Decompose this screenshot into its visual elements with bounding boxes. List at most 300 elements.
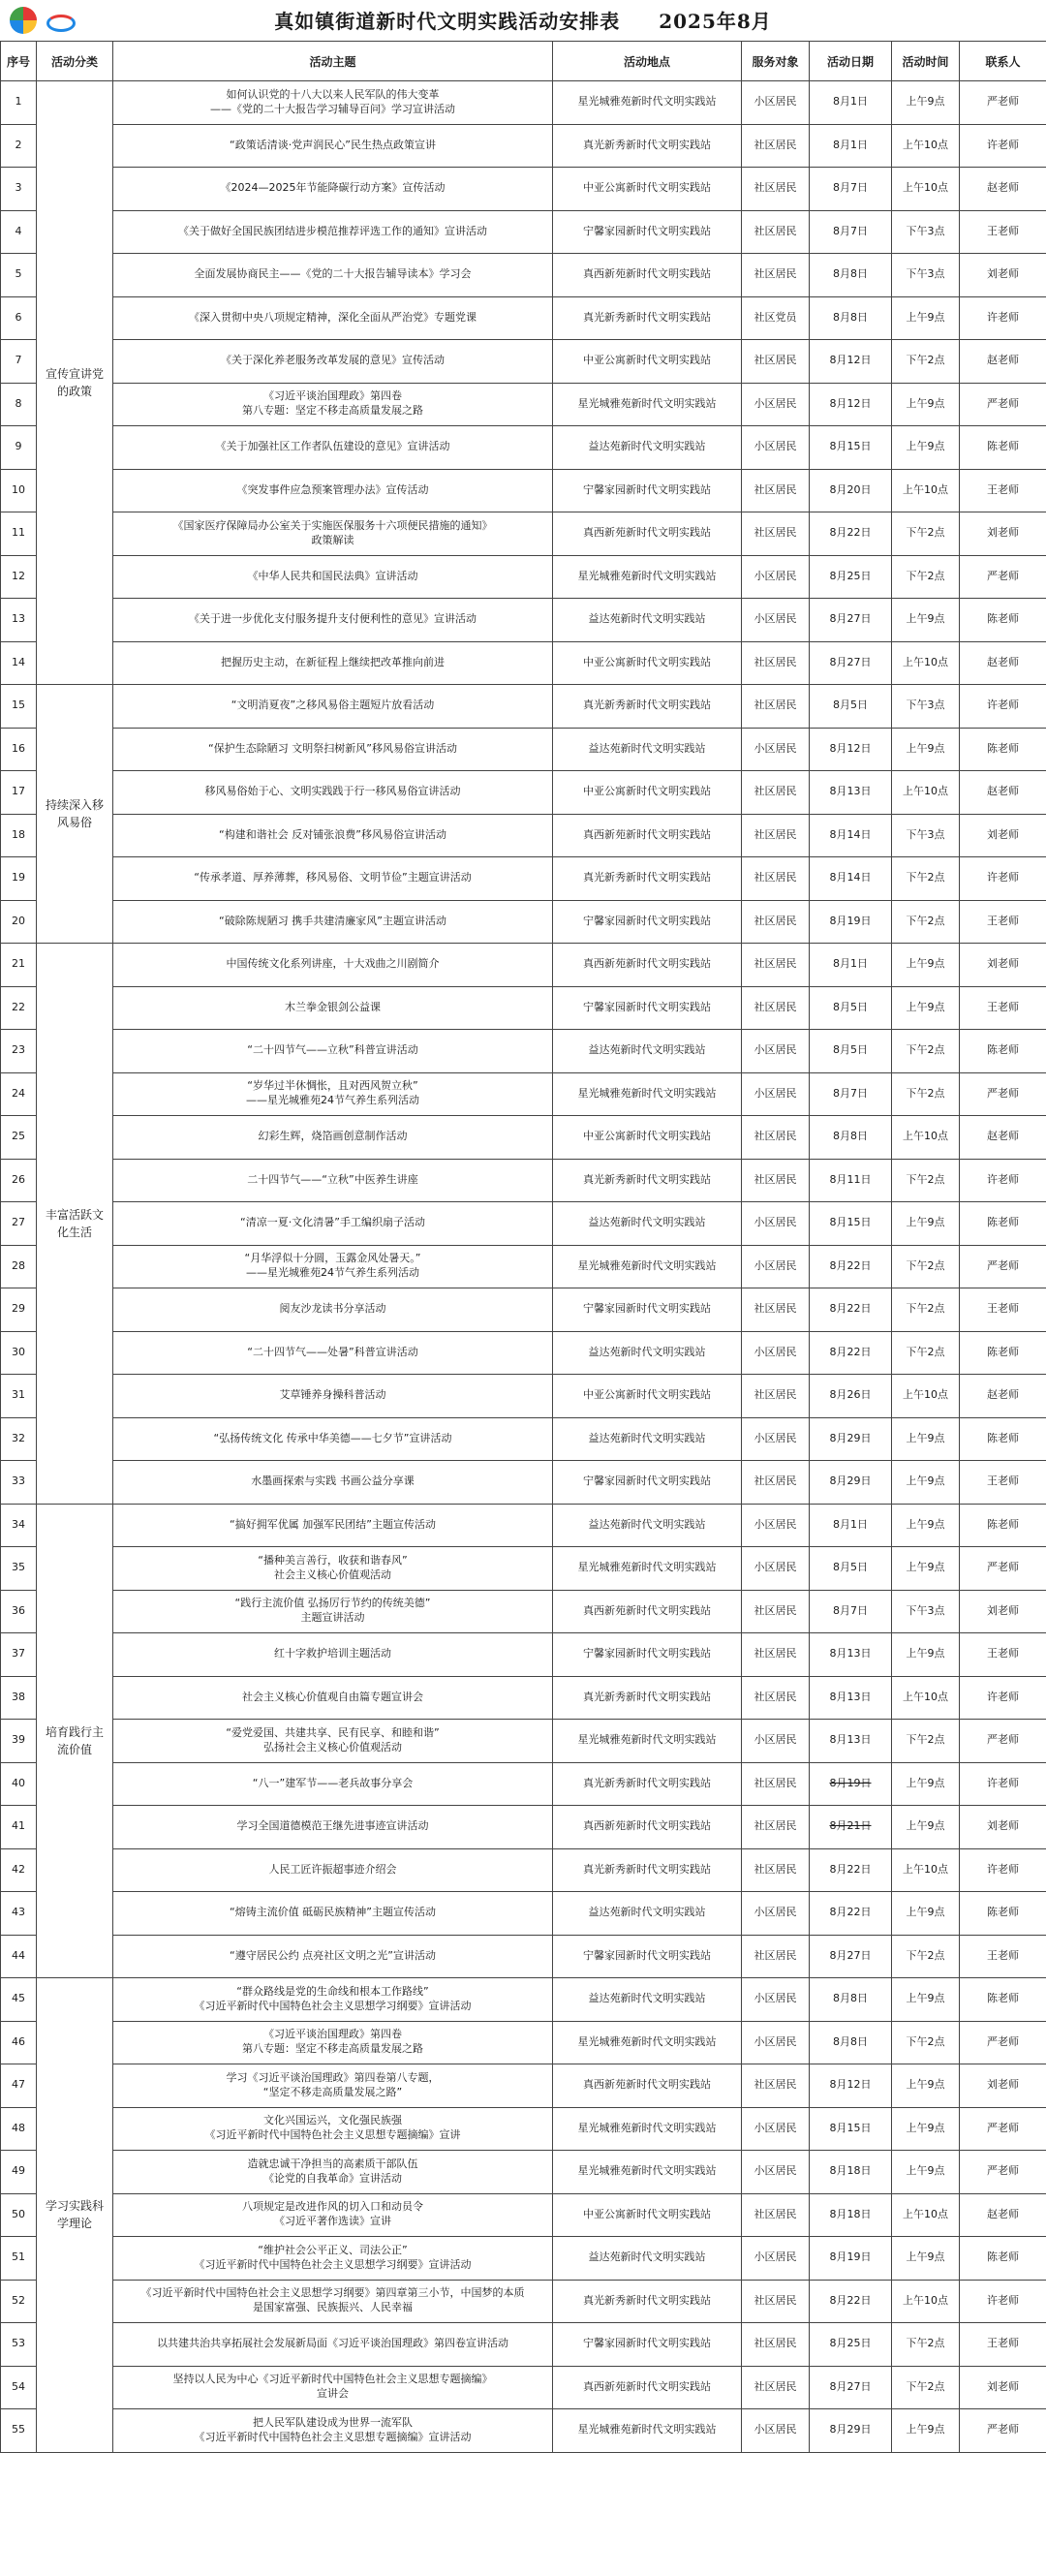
- contact-cell: 严老师: [960, 2151, 1046, 2194]
- row-number: 53: [1, 2323, 37, 2367]
- row-number: 50: [1, 2193, 37, 2237]
- date-cell: 8月25日: [810, 2323, 892, 2367]
- time-cell: 上午10点: [892, 2280, 960, 2323]
- place-cell: 星光城雅苑新时代文明实践站: [553, 1245, 742, 1288]
- category-cell: 持续深入移风易俗: [37, 685, 113, 944]
- target-cell: 社区居民: [742, 340, 810, 384]
- contact-cell: 刘老师: [960, 254, 1046, 297]
- time-cell: 下午2点: [892, 1245, 960, 1288]
- date-cell: 8月15日: [810, 1202, 892, 1246]
- topic-cell: “搞好拥军优属 加强军民团结”主题宣传活动: [113, 1504, 553, 1547]
- place-cell: 宁馨家园新时代文明实践站: [553, 900, 742, 944]
- contact-cell: 陈老师: [960, 1202, 1046, 1246]
- header-no: 序号: [1, 42, 37, 81]
- topic-cell: “维护社会公平正义、司法公正” 《习近平新时代中国特色社会主义思想学习纲要》宣讲活动: [113, 2237, 553, 2281]
- place-cell: 中亚公寓新时代文明实践站: [553, 340, 742, 384]
- date-cell: 8月8日: [810, 1978, 892, 2022]
- row-number: 26: [1, 1159, 37, 1202]
- target-cell: 社区居民: [742, 1676, 810, 1720]
- date-cell: 8月13日: [810, 1720, 892, 1763]
- row-number: 7: [1, 340, 37, 384]
- time-cell: 上午10点: [892, 2193, 960, 2237]
- place-cell: 宁馨家园新时代文明实践站: [553, 986, 742, 1030]
- date-cell: 8月5日: [810, 1547, 892, 1591]
- place-cell: 真光新秀新时代文明实践站: [553, 1762, 742, 1806]
- contact-cell: 严老师: [960, 1072, 1046, 1116]
- topic-cell: 《关于加强社区工作者队伍建设的意见》宣讲活动: [113, 426, 553, 470]
- place-cell: 益达苑新时代文明实践站: [553, 2237, 742, 2281]
- date-cell: 8月12日: [810, 728, 892, 771]
- contact-cell: 王老师: [960, 1288, 1046, 1332]
- contact-cell: 陈老师: [960, 1504, 1046, 1547]
- contact-cell: 严老师: [960, 81, 1046, 125]
- row-number: 27: [1, 1202, 37, 1246]
- place-cell: 星光城雅苑新时代文明实践站: [553, 383, 742, 426]
- contact-cell: 赵老师: [960, 168, 1046, 211]
- contact-cell: 许老师: [960, 124, 1046, 168]
- contact-cell: 王老师: [960, 986, 1046, 1030]
- table-row: [1, 771, 1046, 815]
- target-cell: 小区居民: [742, 1072, 810, 1116]
- contact-cell: 许老师: [960, 296, 1046, 340]
- place-cell: 益达苑新时代文明实践站: [553, 1978, 742, 2022]
- place-cell: 宁馨家园新时代文明实践站: [553, 1461, 742, 1505]
- time-cell: 上午10点: [892, 1848, 960, 1892]
- target-cell: 社区居民: [742, 1288, 810, 1332]
- date-cell: 8月27日: [810, 599, 892, 642]
- time-cell: 上午10点: [892, 1375, 960, 1418]
- row-number: 23: [1, 1030, 37, 1073]
- place-cell: 宁馨家园新时代文明实践站: [553, 469, 742, 512]
- row-number: 44: [1, 1935, 37, 1978]
- place-cell: 益达苑新时代文明实践站: [553, 1417, 742, 1461]
- table-row: [1, 1806, 1046, 1849]
- target-cell: 社区居民: [742, 641, 810, 685]
- date-cell: 8月11日: [810, 1159, 892, 1202]
- target-cell: 小区居民: [742, 1892, 810, 1936]
- target-cell: 小区居民: [742, 2107, 810, 2151]
- contact-cell: 许老师: [960, 857, 1046, 901]
- topic-cell: 幻彩生辉，烧箔画创意制作活动: [113, 1116, 553, 1160]
- target-cell: 社区居民: [742, 512, 810, 556]
- row-number: 12: [1, 555, 37, 599]
- date-cell: 8月18日: [810, 2151, 892, 2194]
- time-cell: 上午9点: [892, 599, 960, 642]
- contact-cell: 陈老师: [960, 1030, 1046, 1073]
- row-number: 30: [1, 1331, 37, 1375]
- target-cell: 社区居民: [742, 1590, 810, 1633]
- title-month: 2025年8月: [659, 10, 772, 33]
- table-row: [1, 1633, 1046, 1677]
- contact-cell: 严老师: [960, 2021, 1046, 2064]
- row-number: 48: [1, 2107, 37, 2151]
- time-cell: 下午2点: [892, 1720, 960, 1763]
- date-cell: 8月19日: [810, 900, 892, 944]
- time-cell: 上午10点: [892, 469, 960, 512]
- row-number: 38: [1, 1676, 37, 1720]
- table-row: [1, 641, 1046, 685]
- row-number: 19: [1, 857, 37, 901]
- table-row: [1, 2409, 1046, 2453]
- contact-cell: 刘老师: [960, 1806, 1046, 1849]
- table-row: [1, 124, 1046, 168]
- place-cell: 益达苑新时代文明实践站: [553, 1030, 742, 1073]
- row-number: 36: [1, 1590, 37, 1633]
- table-header-row: [1, 42, 1046, 81]
- row-number: 21: [1, 944, 37, 987]
- topic-cell: “践行主流价值 弘扬厉行节约的传统美德” 主题宣讲活动: [113, 1590, 553, 1633]
- topic-cell: “群众路线是党的生命线和根本工作路线” 《习近平新时代中国特色社会主义思想学习纲要》宣讲活动: [113, 1978, 553, 2022]
- table-row: [1, 2064, 1046, 2108]
- contact-cell: 王老师: [960, 210, 1046, 254]
- date-cell: 8月22日: [810, 1331, 892, 1375]
- header-contact: 联系人: [960, 42, 1046, 81]
- row-number: 41: [1, 1806, 37, 1849]
- target-cell: 社区居民: [742, 1375, 810, 1418]
- row-number: 17: [1, 771, 37, 815]
- contact-cell: 赵老师: [960, 1375, 1046, 1418]
- target-cell: 社区居民: [742, 2323, 810, 2367]
- date-cell: 8月5日: [810, 685, 892, 729]
- category-cell: 丰富活跃文化生活: [37, 944, 113, 1505]
- topic-cell: “弘扬传统文化 传承中华美德——七夕节”宣讲活动: [113, 1417, 553, 1461]
- place-cell: 真西新苑新时代文明实践站: [553, 1590, 742, 1633]
- date-cell: 8月22日: [810, 1245, 892, 1288]
- contact-cell: 赵老师: [960, 1116, 1046, 1160]
- topic-cell: “八一”建军节——老兵故事分享会: [113, 1762, 553, 1806]
- topic-cell: 《关于做好全国民族团结进步模范推荐评选工作的通知》宣讲活动: [113, 210, 553, 254]
- table-row: [1, 383, 1046, 426]
- place-cell: 中亚公寓新时代文明实践站: [553, 1375, 742, 1418]
- row-number: 15: [1, 685, 37, 729]
- target-cell: 小区居民: [742, 1978, 810, 2022]
- place-cell: 星光城雅苑新时代文明实践站: [553, 555, 742, 599]
- topic-cell: 水墨画探索与实践 书画公益分享课: [113, 1461, 553, 1505]
- place-cell: 真光新秀新时代文明实践站: [553, 1159, 742, 1202]
- row-number: 46: [1, 2021, 37, 2064]
- contact-cell: 赵老师: [960, 771, 1046, 815]
- target-cell: 小区居民: [742, 728, 810, 771]
- date-cell: 8月22日: [810, 1288, 892, 1332]
- time-cell: 上午9点: [892, 1762, 960, 1806]
- table-row: [1, 210, 1046, 254]
- target-cell: 社区居民: [742, 2193, 810, 2237]
- header-time: 活动时间: [892, 42, 960, 81]
- date-cell: 8月8日: [810, 254, 892, 297]
- table-row: [1, 986, 1046, 1030]
- target-cell: 社区居民: [742, 2366, 810, 2409]
- table-row: [1, 1331, 1046, 1375]
- target-cell: 社区居民: [742, 1159, 810, 1202]
- place-cell: 星光城雅苑新时代文明实践站: [553, 2021, 742, 2064]
- table-row: [1, 1978, 1046, 2022]
- time-cell: 上午9点: [892, 383, 960, 426]
- contact-cell: 陈老师: [960, 1978, 1046, 2022]
- date-cell: 8月7日: [810, 210, 892, 254]
- time-cell: 下午2点: [892, 1935, 960, 1978]
- row-number: 35: [1, 1547, 37, 1591]
- target-cell: 社区居民: [742, 1848, 810, 1892]
- title-text: 真如镇街道新时代文明实践活动安排表: [274, 10, 621, 33]
- table-row: [1, 2107, 1046, 2151]
- row-number: 47: [1, 2064, 37, 2108]
- time-cell: 上午9点: [892, 944, 960, 987]
- place-cell: 宁馨家园新时代文明实践站: [553, 2323, 742, 2367]
- topic-cell: 坚持以人民为中心《习近平新时代中国特色社会主义思想专题摘编》 宣讲会: [113, 2366, 553, 2409]
- date-cell: 8月7日: [810, 168, 892, 211]
- topic-cell: 艾草锤养身操科普活动: [113, 1375, 553, 1418]
- row-number: 1: [1, 81, 37, 125]
- time-cell: 下午2点: [892, 1159, 960, 1202]
- place-cell: 真光新秀新时代文明实践站: [553, 124, 742, 168]
- place-cell: 益达苑新时代文明实践站: [553, 1892, 742, 1936]
- header-date: 活动日期: [810, 42, 892, 81]
- row-number: 37: [1, 1633, 37, 1677]
- table-row: [1, 1159, 1046, 1202]
- row-number: 51: [1, 2237, 37, 2281]
- target-cell: 小区居民: [742, 2021, 810, 2064]
- date-cell: 8月13日: [810, 1633, 892, 1677]
- contact-cell: 许老师: [960, 1676, 1046, 1720]
- date-cell: 8月29日: [810, 2409, 892, 2453]
- place-cell: 中亚公寓新时代文明实践站: [553, 2193, 742, 2237]
- topic-cell: “清凉一夏·文化清暑”手工编织扇子活动: [113, 1202, 553, 1246]
- target-cell: 社区居民: [742, 1935, 810, 1978]
- date-cell: 8月5日: [810, 1030, 892, 1073]
- table-row: [1, 685, 1046, 729]
- place-cell: 宁馨家园新时代文明实践站: [553, 210, 742, 254]
- place-cell: 真光新秀新时代文明实践站: [553, 296, 742, 340]
- category-cell: 培育践行主流价值: [37, 1504, 113, 1978]
- contact-cell: 许老师: [960, 1848, 1046, 1892]
- topic-cell: 《中华人民共和国民法典》宣讲活动: [113, 555, 553, 599]
- time-cell: 上午9点: [892, 1633, 960, 1677]
- table-row: [1, 944, 1046, 987]
- table-row: [1, 1288, 1046, 1332]
- table-row: [1, 1417, 1046, 1461]
- time-cell: 上午10点: [892, 1116, 960, 1160]
- header-target: 服务对象: [742, 42, 810, 81]
- place-cell: 真光新秀新时代文明实践站: [553, 1676, 742, 1720]
- time-cell: 上午9点: [892, 728, 960, 771]
- time-cell: 上午9点: [892, 1461, 960, 1505]
- time-cell: 下午3点: [892, 814, 960, 857]
- topic-cell: 阅友沙龙读书分享活动: [113, 1288, 553, 1332]
- category-cell: 宣传宣讲党的政策: [37, 81, 113, 685]
- time-cell: 下午2点: [892, 555, 960, 599]
- table-row: [1, 2237, 1046, 2281]
- table-row: [1, 1245, 1046, 1288]
- contact-cell: 严老师: [960, 1245, 1046, 1288]
- contact-cell: 刘老师: [960, 2366, 1046, 2409]
- time-cell: 上午9点: [892, 426, 960, 470]
- topic-cell: 《关于深化养老服务改革发展的意见》宣传活动: [113, 340, 553, 384]
- time-cell: 上午9点: [892, 1504, 960, 1547]
- target-cell: 社区居民: [742, 1116, 810, 1160]
- target-cell: 小区居民: [742, 383, 810, 426]
- contact-cell: 王老师: [960, 900, 1046, 944]
- contact-cell: 刘老师: [960, 1590, 1046, 1633]
- row-number: 39: [1, 1720, 37, 1763]
- table-row: [1, 1547, 1046, 1591]
- time-cell: 下午2点: [892, 1030, 960, 1073]
- date-cell: 8月27日: [810, 2366, 892, 2409]
- date-cell: 8月12日: [810, 383, 892, 426]
- table-row: [1, 814, 1046, 857]
- time-cell: 上午9点: [892, 1978, 960, 2022]
- contact-cell: 陈老师: [960, 2237, 1046, 2281]
- place-cell: 真光新秀新时代文明实践站: [553, 1848, 742, 1892]
- place-cell: 宁馨家园新时代文明实践站: [553, 1935, 742, 1978]
- activity-table: [0, 41, 1046, 2453]
- target-cell: 社区居民: [742, 857, 810, 901]
- contact-cell: 严老师: [960, 2409, 1046, 2453]
- time-cell: 上午9点: [892, 2409, 960, 2453]
- target-cell: 社区居民: [742, 168, 810, 211]
- date-cell: 8月22日: [810, 1892, 892, 1936]
- topic-cell: 学习《习近平谈治国理政》第四卷第八专题， “坚定不移走高质量发展之路”: [113, 2064, 553, 2108]
- date-cell: 8月20日: [810, 469, 892, 512]
- topic-cell: “爱党爱国、共建共享、民有民享、和睦和谐” 弘扬社会主义核心价值观活动: [113, 1720, 553, 1763]
- target-cell: 小区居民: [742, 426, 810, 470]
- target-cell: 小区居民: [742, 2237, 810, 2281]
- row-number: 40: [1, 1762, 37, 1806]
- topic-cell: 中国传统文化系列讲座，十大戏曲之川剧简介: [113, 944, 553, 987]
- table-row: [1, 1375, 1046, 1418]
- target-cell: 小区居民: [742, 1547, 810, 1591]
- row-number: 31: [1, 1375, 37, 1418]
- topic-cell: 《深入贯彻中央八项规定精神，深化全面从严治党》专题党课: [113, 296, 553, 340]
- table-row: [1, 1116, 1046, 1160]
- date-cell: 8月25日: [810, 555, 892, 599]
- target-cell: 社区党员: [742, 296, 810, 340]
- header: [0, 0, 1046, 41]
- row-number: 52: [1, 2280, 37, 2323]
- date-cell: 8月15日: [810, 2107, 892, 2151]
- time-cell: 上午9点: [892, 986, 960, 1030]
- contact-cell: 刘老师: [960, 944, 1046, 987]
- place-cell: 益达苑新时代文明实践站: [553, 1331, 742, 1375]
- topic-cell: “构建和谐社会 反对铺张浪费”移风易俗宣讲活动: [113, 814, 553, 857]
- table-row: [1, 81, 1046, 125]
- target-cell: 小区居民: [742, 1245, 810, 1288]
- target-cell: 社区居民: [742, 944, 810, 987]
- date-cell: 8月1日: [810, 81, 892, 125]
- place-cell: 真光新秀新时代文明实践站: [553, 2280, 742, 2323]
- place-cell: 星光城雅苑新时代文明实践站: [553, 1072, 742, 1116]
- topic-cell: 文化兴国运兴，文化强民族强 《习近平新时代中国特色社会主义思想专题摘编》宣讲: [113, 2107, 553, 2151]
- contact-cell: 陈老师: [960, 728, 1046, 771]
- contact-cell: 刘老师: [960, 814, 1046, 857]
- topic-cell: 《习近平谈治国理政》第四卷 第八专题：坚定不移走高质量发展之路: [113, 2021, 553, 2064]
- header-category: 活动分类: [37, 42, 113, 81]
- date-cell: 8月27日: [810, 1935, 892, 1978]
- date-cell: 8月8日: [810, 2021, 892, 2064]
- date-cell: 8月22日: [810, 2280, 892, 2323]
- topic-cell: 《国家医疗保障局办公室关于实施医保服务十六项便民措施的通知》 政策解读: [113, 512, 553, 556]
- date-cell: 8月12日: [810, 340, 892, 384]
- table-row: [1, 2021, 1046, 2064]
- target-cell: 社区居民: [742, 900, 810, 944]
- table-row: [1, 1848, 1046, 1892]
- place-cell: 星光城雅苑新时代文明实践站: [553, 81, 742, 125]
- table-row: [1, 599, 1046, 642]
- contact-cell: 王老师: [960, 2323, 1046, 2367]
- target-cell: 小区居民: [742, 1417, 810, 1461]
- target-cell: 社区居民: [742, 1633, 810, 1677]
- topic-cell: 以共建共治共享拓展社会发展新局面《习近平谈治国理政》第四卷宣讲活动: [113, 2323, 553, 2367]
- table-row: [1, 2193, 1046, 2237]
- table-row: [1, 296, 1046, 340]
- table-row: [1, 1935, 1046, 1978]
- time-cell: 下午3点: [892, 1590, 960, 1633]
- time-cell: 下午2点: [892, 900, 960, 944]
- table-row: [1, 1676, 1046, 1720]
- contact-cell: 陈老师: [960, 1331, 1046, 1375]
- row-number: 13: [1, 599, 37, 642]
- place-cell: 真西新苑新时代文明实践站: [553, 814, 742, 857]
- header-place: 活动地点: [553, 42, 742, 81]
- table-row: [1, 2323, 1046, 2367]
- table-row: [1, 1590, 1046, 1633]
- topic-cell: “遵守居民公约 点亮社区文明之光”宣讲活动: [113, 1935, 553, 1978]
- time-cell: 下午2点: [892, 1331, 960, 1375]
- target-cell: 社区居民: [742, 986, 810, 1030]
- topic-cell: “月华浮似十分圆，玉露金风处暑天。” ——星光城雅苑24节气养生系列活动: [113, 1245, 553, 1288]
- table-row: [1, 1504, 1046, 1547]
- topic-cell: 人民工匠许振超事迹介绍会: [113, 1848, 553, 1892]
- table-row: [1, 857, 1046, 901]
- row-number: 29: [1, 1288, 37, 1332]
- topic-cell: 红十字救护培训主题活动: [113, 1633, 553, 1677]
- contact-cell: 赵老师: [960, 2193, 1046, 2237]
- table-row: [1, 2280, 1046, 2323]
- time-cell: 上午9点: [892, 2151, 960, 2194]
- time-cell: 上午10点: [892, 168, 960, 211]
- contact-cell: 许老师: [960, 685, 1046, 729]
- place-cell: 星光城雅苑新时代文明实践站: [553, 1720, 742, 1763]
- topic-cell: “文明消夏夜”之移风易俗主题短片放看活动: [113, 685, 553, 729]
- time-cell: 上午9点: [892, 1547, 960, 1591]
- table-row: [1, 2366, 1046, 2409]
- place-cell: 中亚公寓新时代文明实践站: [553, 168, 742, 211]
- row-number: 8: [1, 383, 37, 426]
- row-number: 34: [1, 1504, 37, 1547]
- topic-cell: “播种美言善行，收获和谐春风” 社会主义核心价值观活动: [113, 1547, 553, 1591]
- row-number: 22: [1, 986, 37, 1030]
- place-cell: 真西新苑新时代文明实践站: [553, 512, 742, 556]
- table-row: [1, 1762, 1046, 1806]
- time-cell: 下午2点: [892, 2323, 960, 2367]
- contact-cell: 严老师: [960, 1547, 1046, 1591]
- time-cell: 上午9点: [892, 1806, 960, 1849]
- place-cell: 真光新秀新时代文明实践站: [553, 857, 742, 901]
- time-cell: 上午10点: [892, 641, 960, 685]
- date-cell: 8月29日: [810, 1461, 892, 1505]
- time-cell: 下午2点: [892, 340, 960, 384]
- topic-cell: 社会主义核心价值观自由篇专题宣讲会: [113, 1676, 553, 1720]
- contact-cell: 赵老师: [960, 641, 1046, 685]
- topic-cell: “政策话清谈·党声润民心”民生热点政策宣讲: [113, 124, 553, 168]
- row-number: 28: [1, 1245, 37, 1288]
- topic-cell: 如何认识党的十八大以来人民军队的伟大变革 ——《党的二十大报告学习辅导百问》学习宣讲活动: [113, 81, 553, 125]
- time-cell: 下午2点: [892, 1288, 960, 1332]
- target-cell: 社区居民: [742, 210, 810, 254]
- table-row: [1, 1072, 1046, 1116]
- place-cell: 真光新秀新时代文明实践站: [553, 685, 742, 729]
- place-cell: 星光城雅苑新时代文明实践站: [553, 2409, 742, 2453]
- date-cell: 8月22日: [810, 1848, 892, 1892]
